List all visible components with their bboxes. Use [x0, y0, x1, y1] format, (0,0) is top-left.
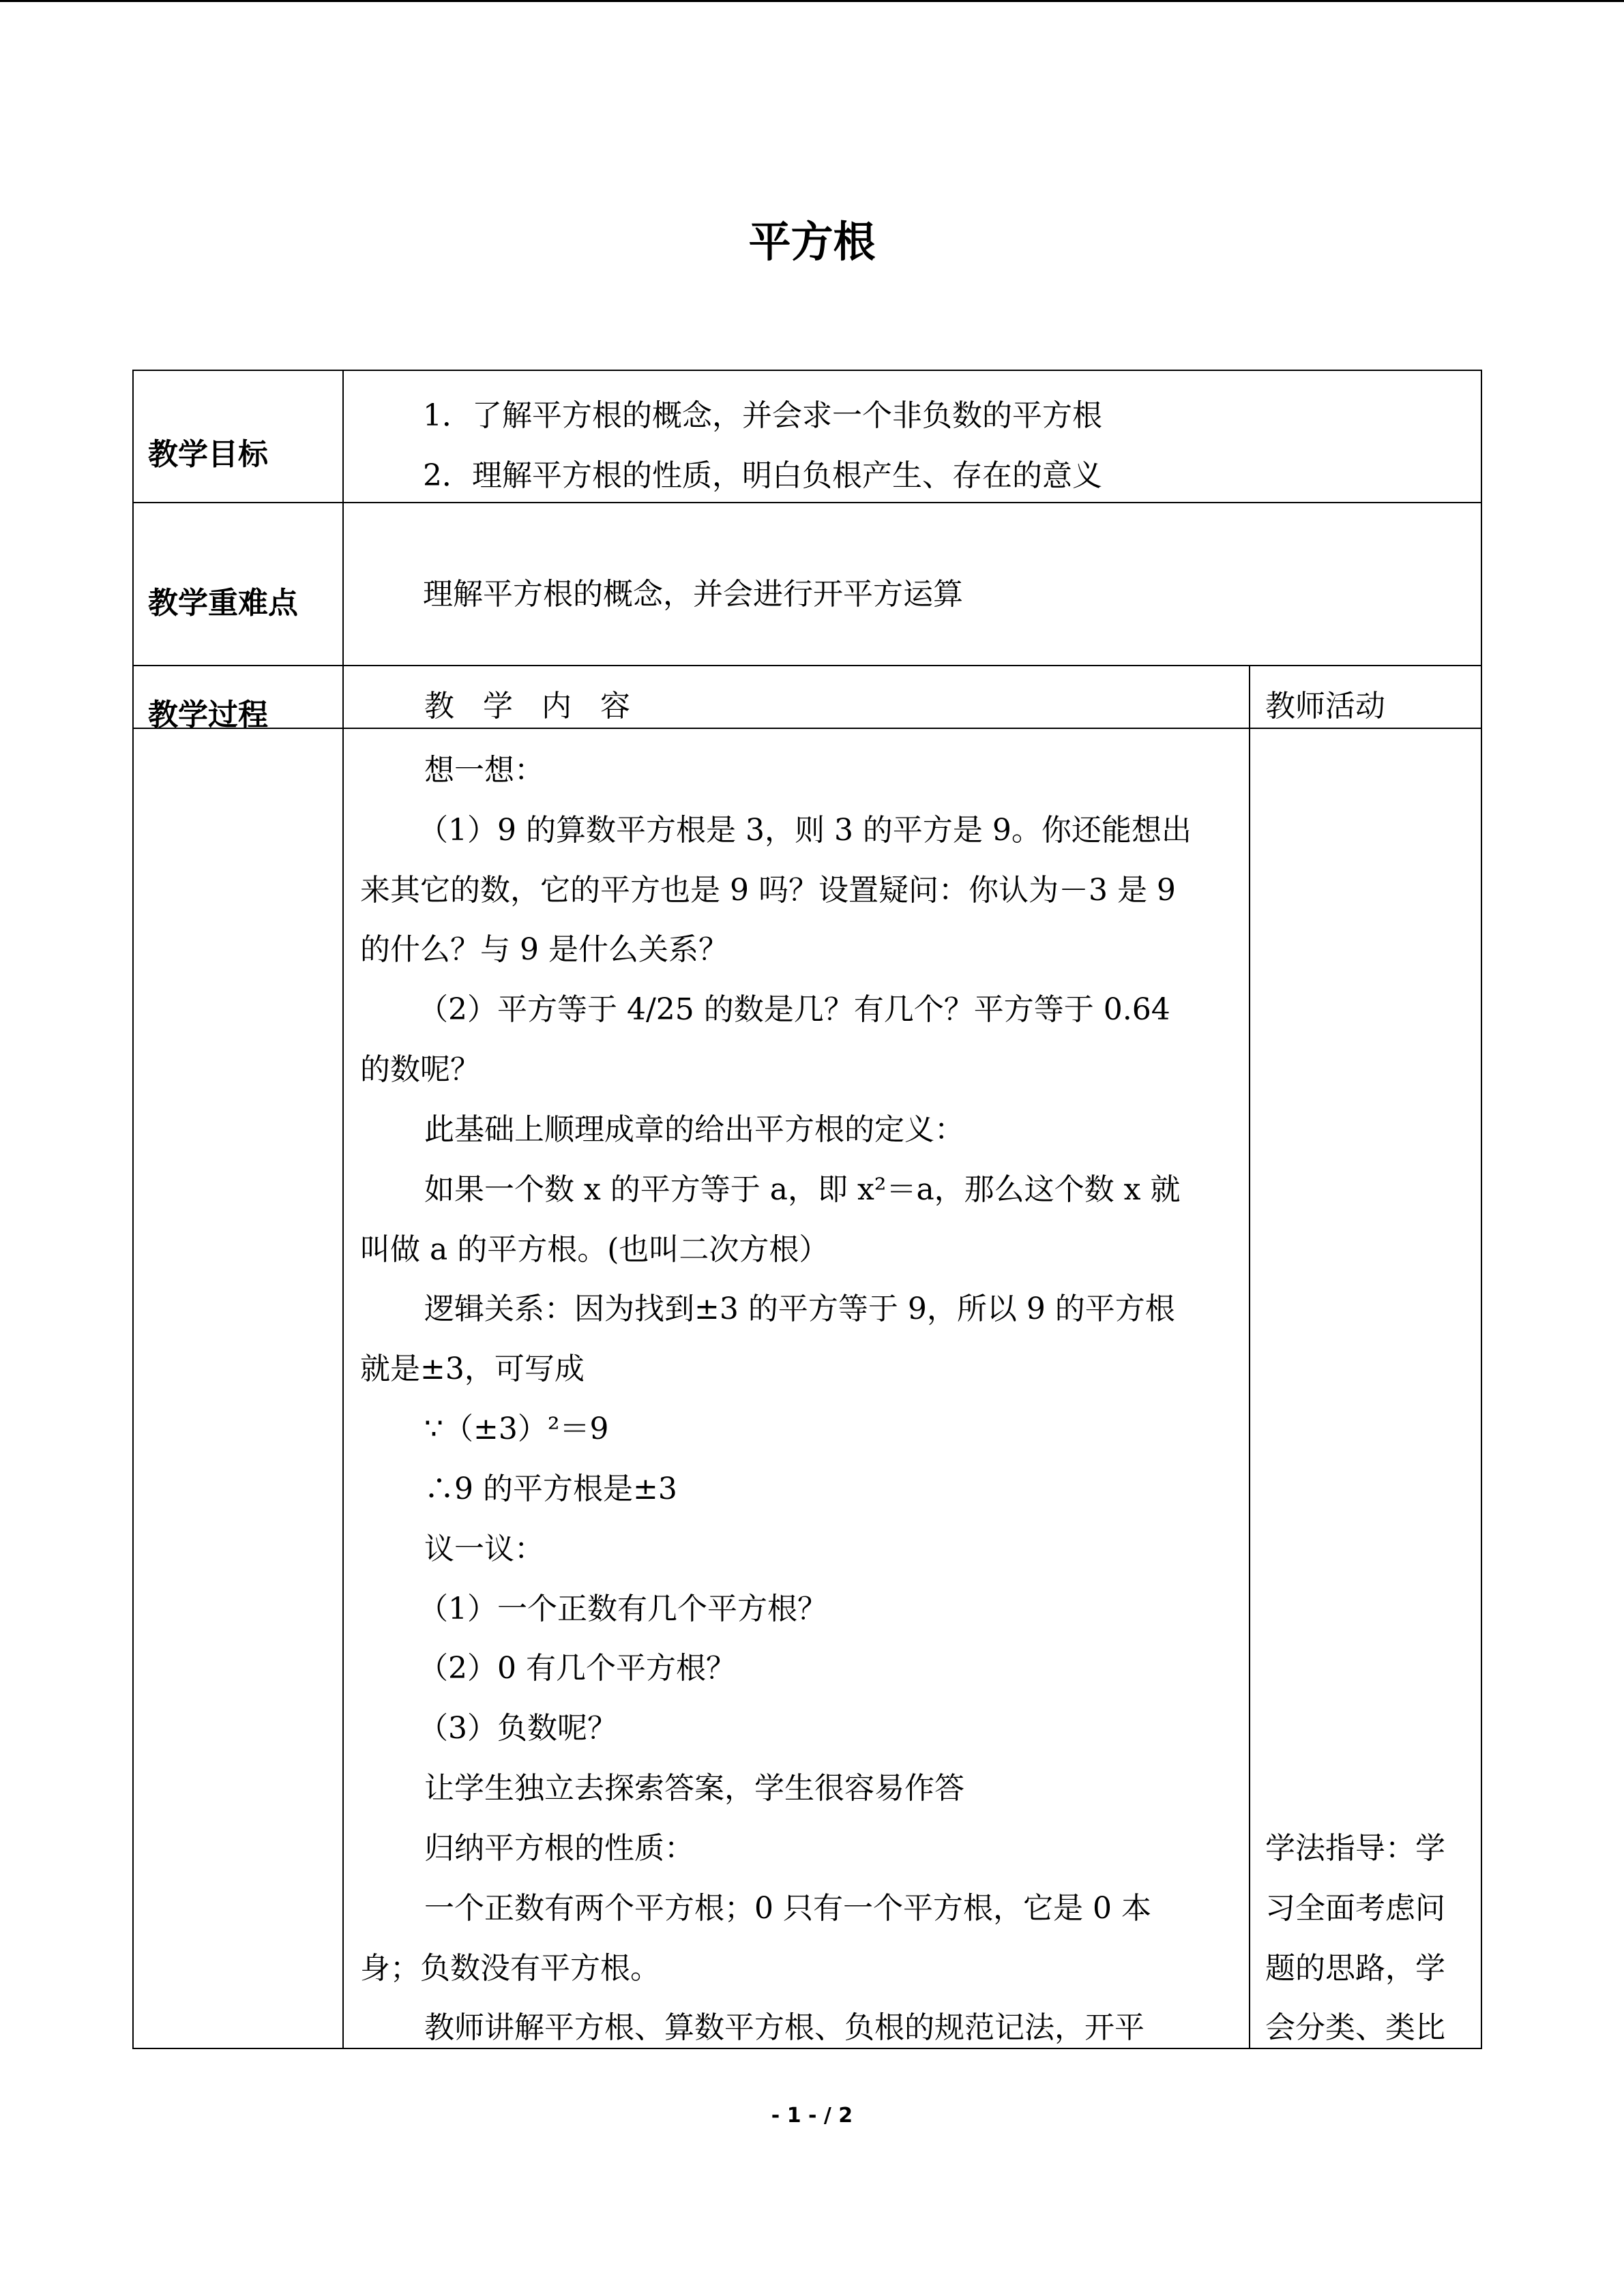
table-border — [132, 370, 134, 2049]
content-line: 来其它的数，它的平方也是 9 吗？设置疑问：你认为－3 是 9 — [360, 873, 1176, 908]
goals-label: 教学目标 — [148, 437, 268, 472]
content-line: ∴9 的平方根是±3 — [424, 1472, 677, 1506]
goal-item: 1．了解平方根的概念，并会求一个非负数的平方根 — [423, 398, 1102, 433]
content-line: ∵（±3）²＝9 — [424, 1412, 609, 1446]
page-number: - 1 - / 2 — [771, 2104, 853, 2128]
table-border — [132, 2048, 1482, 2049]
content-line: 身；负数没有平方根。 — [360, 1951, 660, 1986]
page-title: 平方根 — [748, 217, 876, 267]
content-line: 此基础上顺理成章的给出平方根的定义： — [424, 1112, 964, 1147]
content-line: 一个正数有两个平方根；0 只有一个平方根，它是 0 本 — [424, 1891, 1151, 1926]
content-line: 就是±3，可写成 — [360, 1352, 585, 1386]
content-line: 的什么？与 9 是什么关系？ — [360, 932, 728, 967]
content-line: （1）9 的算数平方根是 3，则 3 的平方是 9。你还能想出 — [418, 813, 1192, 848]
table-border — [132, 370, 1482, 371]
table-border — [342, 370, 344, 2049]
process-label: 教学过程 — [148, 698, 268, 732]
content-line: 让学生独立去探索答案，学生很容易作答 — [424, 1771, 964, 1806]
teacher-activity-line: 学法指导：学 — [1265, 1831, 1445, 1866]
content-line: 逻辑关系：因为找到±3 的平方等于 9，所以 9 的平方根 — [424, 1292, 1175, 1326]
key-points-text: 理解平方根的概念，并会进行开平方运算 — [423, 577, 963, 612]
content-line: （2）平方等于 4/25 的数是几？有几个？平方等于 0.64 — [418, 992, 1170, 1027]
content-line: 议一议： — [424, 1532, 544, 1566]
goal-item: 2．理解平方根的性质，明白负根产生、存在的意义 — [423, 458, 1102, 493]
table-border — [132, 728, 1482, 729]
content-line: 想一想： — [424, 753, 544, 788]
content-line: 如果一个数 x 的平方等于 a，即 x²＝a，那么这个数 x 就 — [424, 1172, 1181, 1207]
content-header: 教学内容 — [424, 689, 659, 724]
content-line: （3）负数呢？ — [418, 1711, 617, 1746]
content-line: （1）一个正数有几个平方根？ — [418, 1592, 827, 1626]
content-line: （2）0 有几个平方根？ — [418, 1651, 736, 1686]
table-border — [132, 665, 1482, 666]
teacher-activity-line: 题的思路，学 — [1265, 1951, 1445, 1986]
content-line: 教师讲解平方根、算数平方根、负根的规范记法，开平 — [424, 2010, 1145, 2045]
content-line: 叫做 a 的平方根。(也叫二次方根） — [360, 1232, 829, 1267]
table-border — [132, 502, 1482, 503]
teacher-header: 教师活动 — [1265, 689, 1385, 724]
content-line: 归纳平方根的性质： — [424, 1831, 694, 1866]
teacher-activity-line: 习全面考虑问 — [1265, 1891, 1445, 1926]
key-points-label: 教学重难点 — [148, 586, 298, 621]
content-line: 的数呢？ — [360, 1052, 480, 1087]
table-border — [1481, 370, 1482, 2049]
teacher-activity-line: 会分类、类比 — [1265, 2010, 1445, 2045]
table-border — [1249, 665, 1250, 2049]
